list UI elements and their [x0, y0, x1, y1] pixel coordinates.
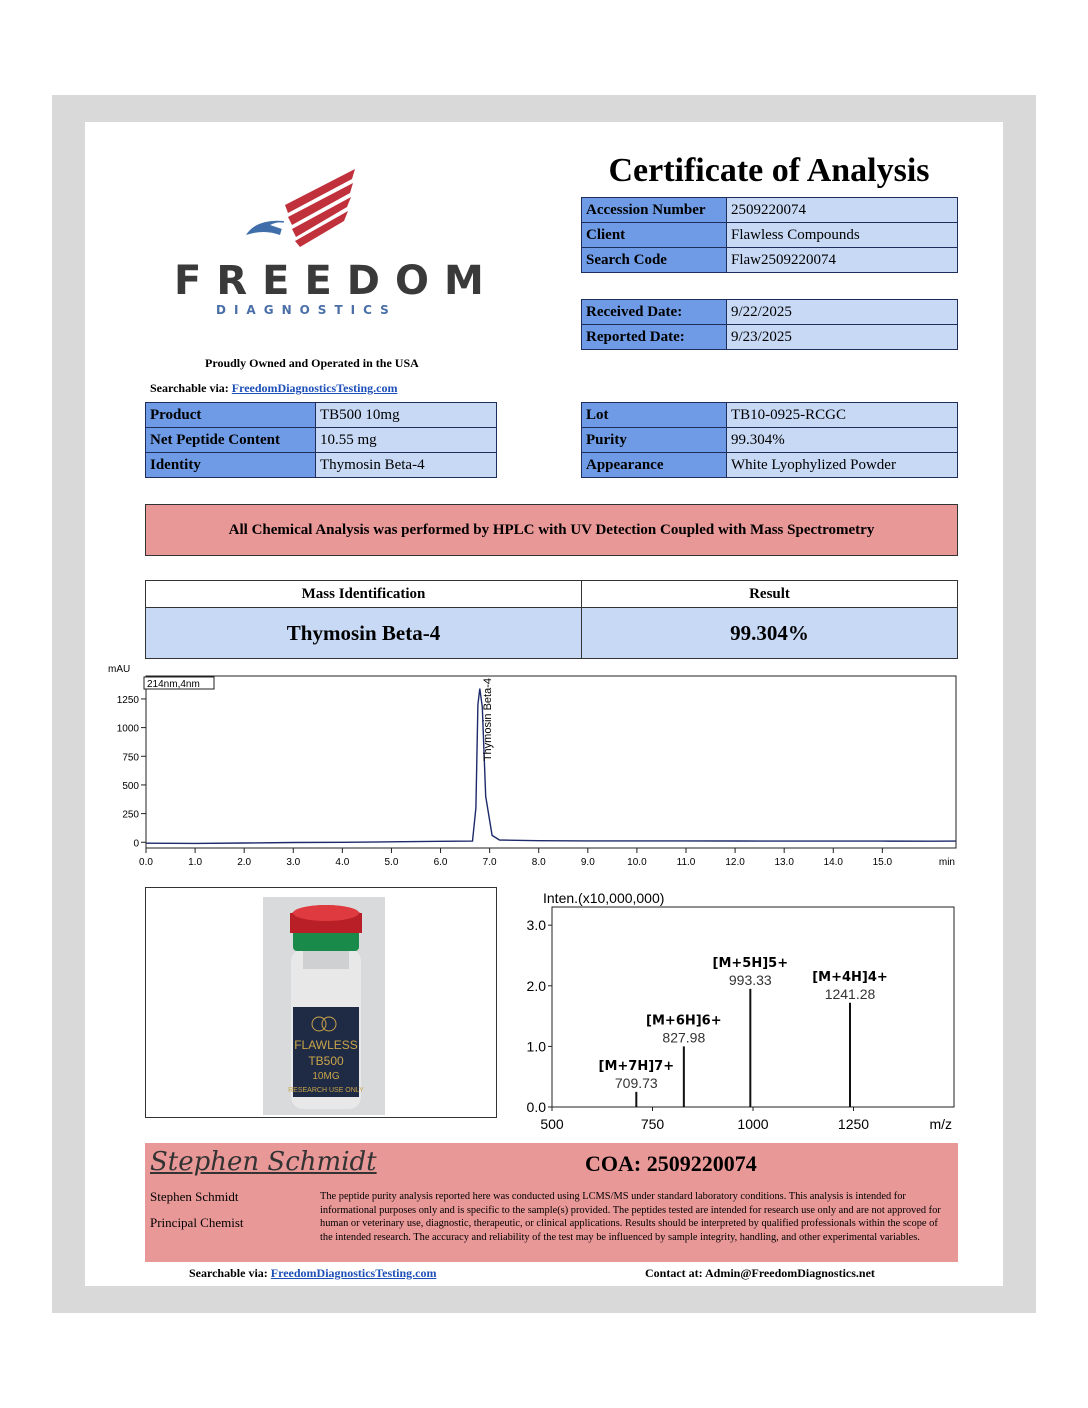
table-row	[146, 428, 497, 453]
ms-y-tick-label: 2.0	[526, 977, 546, 994]
received-key: Received Date:	[582, 300, 727, 325]
mass-id-header: Mass Identification	[146, 581, 582, 608]
ms-peak-mz: 1241.28	[824, 985, 876, 1002]
bottom-searchable	[189, 1266, 436, 1281]
result-value: 99.304%	[582, 608, 958, 659]
vial-ruo: RESEARCH USE ONLY	[288, 1087, 364, 1094]
ms-peak-mz: 709.73	[614, 1074, 658, 1091]
x-tick-label: 6.0	[433, 857, 448, 868]
chromatogram	[100, 660, 970, 882]
coa-number: COA: 2509220074	[585, 1151, 757, 1176]
x-tick-label: 13.0	[774, 857, 794, 868]
bottom-search-link[interactable]: FreedomDiagnosticsTesting.com	[270, 1266, 437, 1280]
page-title: Certificate of Analysis	[608, 152, 930, 189]
ms-peak-ion: [M+7H]7+	[598, 1058, 675, 1074]
mass-id-value: Thymosin Beta-4	[146, 608, 582, 659]
x-tick-label: 4.0	[335, 857, 350, 868]
ms-y-tick-label: 1.0	[526, 1038, 546, 1055]
chromatogram-trace	[146, 689, 956, 844]
tagline: Proudly Owned and Operated in the USA	[205, 356, 419, 370]
y-tick-label: 500	[122, 780, 139, 792]
ms-peak-mz: 993.33	[728, 971, 772, 988]
x-tick-label: 5.0	[384, 857, 399, 868]
lot-key: Lot	[582, 403, 727, 428]
ms-peak-ion: [M+6H]6+	[646, 1013, 722, 1029]
table-header-row	[146, 581, 958, 608]
x-tick-label: 14.0	[823, 857, 844, 868]
bottom-search-label: Searchable via:	[189, 1266, 268, 1280]
product-photo-box	[145, 887, 497, 1118]
method-banner: All Chemical Analysis was performed by HPLC with UV Detection Coupled with Mass Spectrometry	[145, 504, 958, 556]
x-tick-label: 7.0	[482, 857, 497, 868]
logo-brand: FREEDOM	[174, 258, 499, 304]
ms-x-tick-label: 1250	[837, 1116, 870, 1132]
net-content-key: Net Peptide Content	[146, 428, 316, 453]
x-tick-label: 2.0	[237, 857, 252, 868]
chromatogram-y-unit: mAU	[108, 664, 131, 675]
signature-footer	[145, 1143, 958, 1262]
identity-value: Thymosin Beta-4	[316, 453, 497, 478]
purity-value: 99.304%	[727, 428, 958, 453]
logo-subtitle: DIAGNOSTICS	[216, 303, 397, 317]
net-content-value: 10.55 mg	[316, 428, 497, 453]
x-tick-label: 1.0	[188, 857, 203, 868]
disclaimer-text: The peptide purity analysis reported here was conducted using LCMS/MS under standard laboratory conditions. This analysis is intended for informational purposes only and is specific to the sample(s) provided. The peptides tested are intended for research use only and are not approved for human or veterinary use, diagnostic, therapeutic, or clinical applications. Results should be interpreted by qualified professionals within the scope of the intended research. The accuracy and reliability of the test may be influenced by sample integrity, handling, and other experimental variables.	[320, 1191, 941, 1243]
table-row	[146, 453, 497, 478]
table-row	[582, 248, 958, 273]
table-row	[582, 325, 958, 350]
table-row	[582, 403, 958, 428]
identity-key: Identity	[146, 453, 316, 478]
x-tick-label: 12.0	[725, 857, 745, 868]
vial-brand: FLAWLESS	[294, 1038, 358, 1052]
received-value: 9/22/2025	[727, 300, 958, 325]
dates-table	[581, 299, 958, 350]
ms-x-tick-label: 750	[640, 1116, 665, 1132]
ms-x-label: m/z	[929, 1116, 952, 1132]
x-tick-label: 9.0	[580, 857, 595, 868]
appearance-value: White Lyophylized Powder	[727, 453, 958, 478]
y-tick-label: 0	[133, 838, 139, 850]
x-tick-label: 3.0	[286, 857, 301, 868]
y-tick-label: 1000	[116, 723, 139, 735]
vial-product: TB500	[308, 1054, 344, 1068]
table-row	[582, 300, 958, 325]
vial-dose: 10MG	[312, 1071, 340, 1082]
ms-peak-ion: [M+5H]5+	[712, 955, 789, 971]
table-row	[582, 198, 958, 223]
ms-x-tick-label: 500	[540, 1116, 564, 1132]
client-key: Client	[582, 223, 727, 248]
table-row	[582, 428, 958, 453]
product-key: Product	[146, 403, 316, 428]
accession-key: Accession Number	[582, 198, 727, 223]
y-tick-label: 250	[122, 809, 139, 821]
client-value: Flawless Compounds	[727, 223, 958, 248]
x-tick-label: 15.0	[872, 857, 893, 868]
y-tick-label: 750	[122, 752, 139, 764]
x-tick-label: 11.0	[676, 857, 696, 868]
chromatogram-plot-area	[146, 676, 956, 848]
appearance-key: Appearance	[582, 453, 727, 478]
product-value: TB500 10mg	[316, 403, 497, 428]
search-code-value: Flaw2509220074	[727, 248, 958, 273]
chemist-name: Stephen Schmidt	[150, 1189, 239, 1204]
channel-label: 214nm,4nm	[147, 679, 200, 690]
ms-y-tick-label: 0.0	[526, 1099, 546, 1115]
y-tick-label: 1250	[116, 694, 139, 706]
reported-value: 9/23/2025	[727, 325, 958, 350]
x-tick-label: 0.0	[139, 857, 153, 868]
ms-x-tick-label: 1000	[737, 1116, 769, 1132]
x-tick-label: 10.0	[627, 857, 647, 868]
table-row	[146, 403, 497, 428]
lot-table	[581, 402, 958, 478]
ms-y-tick-label: 3.0	[526, 917, 546, 934]
searchable-label: Searchable via:	[150, 381, 229, 395]
table-row	[582, 453, 958, 478]
mass-spectrum-chart	[505, 885, 965, 1135]
x-tick-label: 8.0	[531, 857, 546, 868]
ms-title: Inten.(x10,000,000)	[543, 890, 665, 906]
reported-key: Reported Date:	[582, 325, 727, 350]
signature-script: Stephen Schmidt	[150, 1147, 377, 1177]
chemist-role: Principal Chemist	[150, 1215, 244, 1230]
table-row	[146, 608, 958, 659]
result-header: Result	[582, 581, 958, 608]
x-unit-label: min	[938, 857, 955, 868]
vial-label	[293, 1007, 359, 1097]
ms-peak-mz: 827.98	[662, 1029, 706, 1046]
ms-plot-area	[552, 907, 954, 1107]
searchable-line	[150, 381, 397, 396]
vial-photo	[263, 897, 385, 1115]
contact-email: Contact at: Admin@FreedomDiagnostics.net	[645, 1266, 875, 1280]
peak-label: Thymosin Beta-4	[481, 678, 494, 762]
lot-value: TB10-0925-RCGC	[727, 403, 958, 428]
results-table	[145, 580, 958, 659]
ms-peak-ion: [M+4H]4+	[812, 969, 888, 985]
accession-table	[581, 197, 958, 273]
table-row	[582, 223, 958, 248]
product-table	[145, 402, 497, 478]
purity-key: Purity	[582, 428, 727, 453]
flag-eagle-logo-icon	[240, 165, 365, 250]
accession-value: 2509220074	[727, 198, 958, 223]
search-code-key: Search Code	[582, 248, 727, 273]
searchable-link[interactable]: FreedomDiagnosticsTesting.com	[231, 381, 398, 395]
